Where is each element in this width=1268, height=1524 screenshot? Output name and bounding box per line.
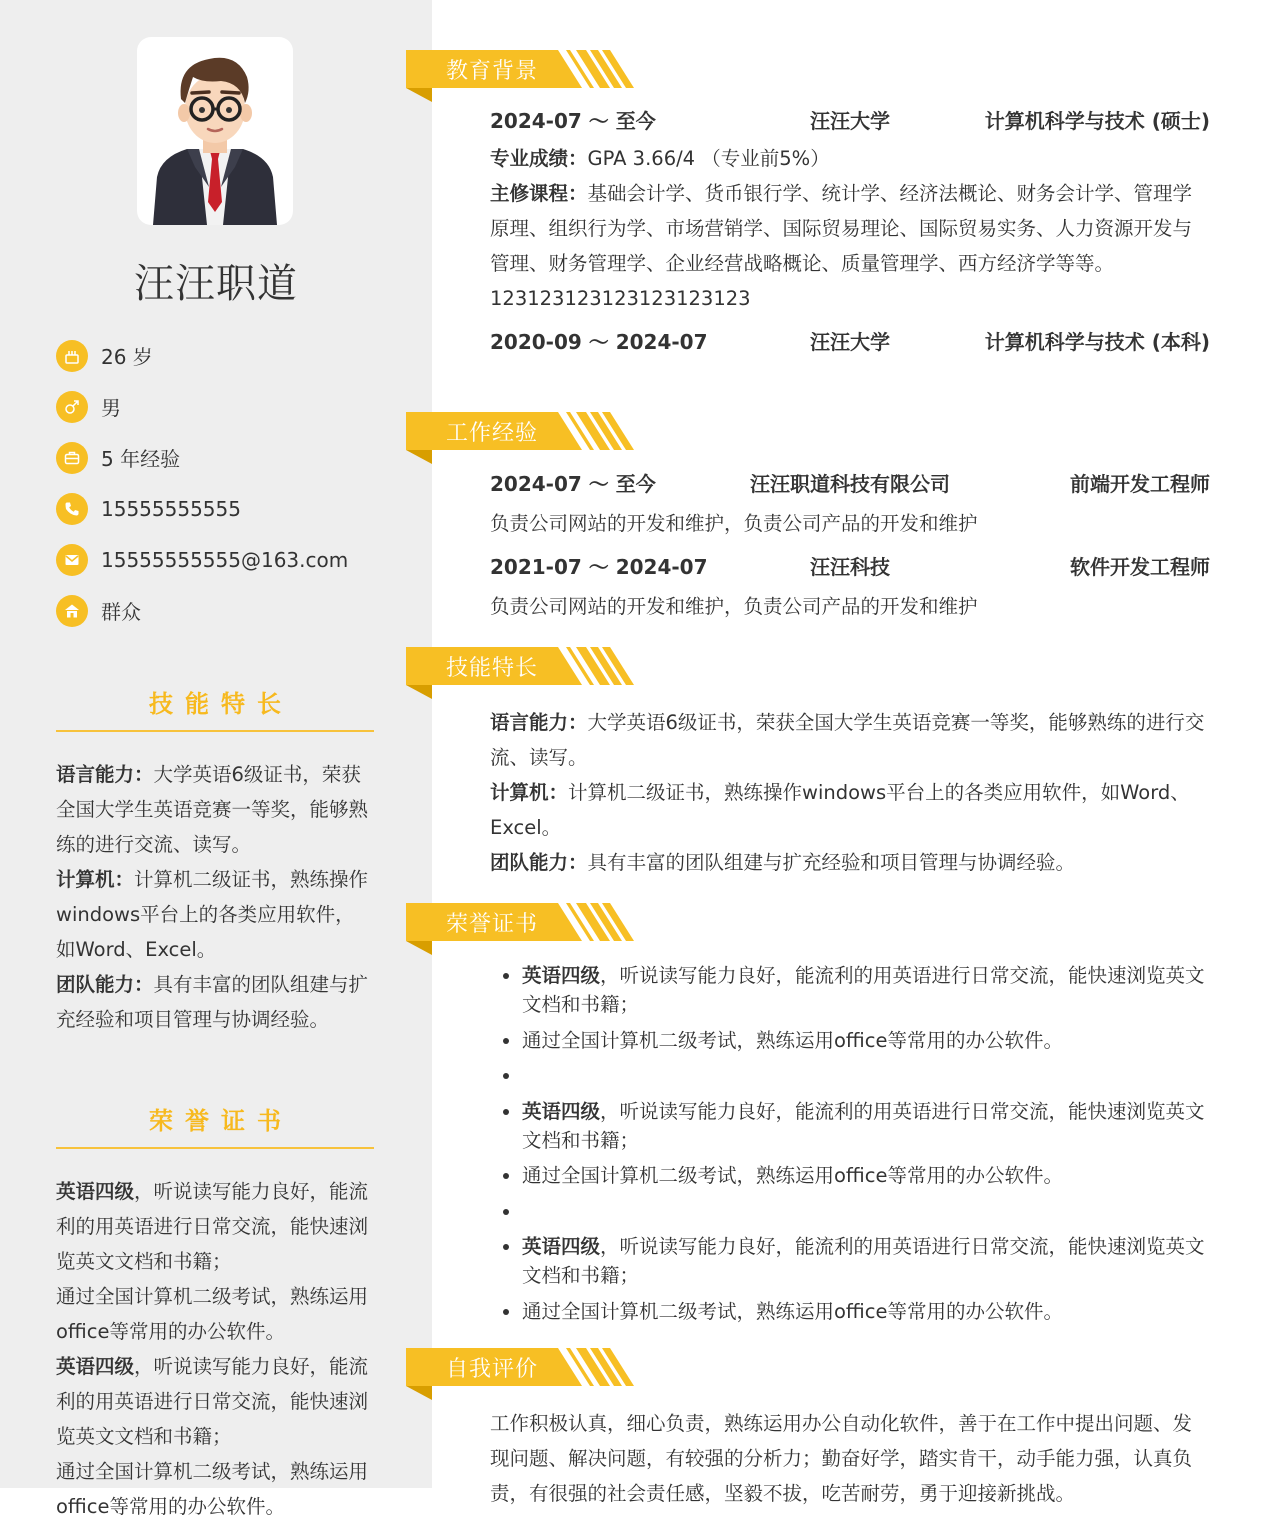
courses-text: 基础会计学、货币银行学、统计学、经济法概论、财务会计学、管理学原理、组织行为学、市场营销学、国际贸易理论、国际贸易实务、人力资源开发与管理、财务管理学、企业经营战略概论、质量管理学、西方经济学等等。 (490, 182, 1193, 275)
honor-text: ，听说读写能力良好，能流利的用英语进行日常交流，能快速浏览英文文档和书籍； (522, 1235, 1205, 1287)
sidebar-skills-divider (56, 730, 374, 732)
honor-text: 通过全国计算机二级考试，熟练运用office等常用的办公软件。 (56, 1460, 369, 1518)
self-eval-text: 工作积极认真，细心负责，熟练运用办公自动化软件，善于在工作中提出问题、发现问题、解决问题，有较强的分析力；勤奋好学，踏实肯干，动手能力强，认真负责，有很强的社会责任感，坚毅不拔，吃苦耐劳，勇于迎接新挑战。 (490, 1412, 1193, 1505)
honor-text: 通过全国计算机二级考试，熟练运用office等常用的办公软件。 (56, 1285, 369, 1343)
sidebar-skill-item (56, 862, 374, 967)
skill-label: 团队能力： (490, 851, 588, 874)
work-company: 汪汪职道科技有限公司 (750, 471, 950, 496)
skill-item (490, 775, 1210, 845)
skill-text: 具有丰富的团队组建与扩充经验和项目管理与协调经验。 (56, 973, 369, 1031)
info-experience (56, 432, 396, 483)
education-note: 123123123123123123123 (490, 287, 751, 310)
avatar-illustration (137, 37, 293, 225)
home-icon (56, 595, 88, 627)
cake-icon (56, 340, 88, 372)
honor-text: ，听说读写能力良好，能流利的用英语进行日常交流，能快速浏览英文文档和书籍； (56, 1180, 369, 1273)
education-period: 2020-09 ～ 2024-07 (490, 329, 708, 354)
sidebar-skill-item (56, 967, 374, 1037)
skills-content (490, 705, 1210, 880)
sidebar-skills-title: 技能特长 (149, 690, 293, 718)
honor-text: 通过全国计算机二级考试，熟练运用office等常用的办公软件。 (522, 1164, 1064, 1187)
work-entry (490, 545, 1210, 585)
info-email (56, 534, 396, 585)
honor-bold: 英语四级 (56, 1180, 135, 1203)
work-desc: 负责公司网站的开发和维护，负责公司产品的开发和维护 (490, 512, 978, 535)
info-list (56, 330, 396, 636)
list-item (522, 1297, 1210, 1326)
sidebar-skills-list (56, 757, 374, 1037)
work-period: 2024-07 ～ 至今 (490, 471, 656, 496)
sidebar-honors-divider (56, 1147, 374, 1149)
skill-text: 大学英语6级证书，荣获全国大学生英语竞赛一等奖，能够熟练的进行交流、读写。 (490, 711, 1205, 769)
work-role: 软件开发工程师 (1070, 554, 1210, 579)
honor-text: ，听说读写能力良好，能流利的用英语进行日常交流，能快速浏览英文文档和书籍； (56, 1355, 369, 1448)
honor-bold: 英语四级 (522, 1235, 601, 1258)
work-entry (490, 462, 1210, 502)
sidebar-skill-item (56, 757, 374, 862)
info-political-text: 群众 (101, 600, 141, 624)
info-age (56, 330, 396, 381)
education-school: 汪汪大学 (810, 108, 890, 133)
sidebar-honor-item (56, 1174, 374, 1279)
male-icon (56, 391, 88, 423)
skill-text: 计算机二级证书，熟练操作windows平台上的各类应用软件，如Word、Excel。 (56, 868, 369, 961)
education-school: 汪汪大学 (810, 329, 890, 354)
honor-text: 通过全国计算机二级考试，熟练运用office等常用的办公软件。 (522, 1299, 1064, 1323)
honors-content (490, 961, 1210, 1332)
section-title: 荣誉证书 (446, 912, 539, 937)
section-title: 技能特长 (446, 656, 539, 681)
section-title: 工作经验 (446, 421, 539, 446)
courses-label: 主修课程： (490, 182, 588, 205)
honor-bold: 英语四级 (522, 1099, 601, 1123)
profile-name: 汪汪职道 (134, 261, 298, 307)
section-title: 教育背景 (446, 59, 539, 84)
work-period: 2021-07 ～ 2024-07 (490, 554, 708, 579)
skill-label: 语言能力： (56, 763, 154, 786)
work-content (490, 462, 1210, 624)
sidebar (0, 0, 432, 1518)
section-header-education (406, 50, 628, 104)
section-header-honors (406, 903, 628, 957)
honors-list (490, 961, 1210, 1326)
skill-label: 语言能力： (490, 711, 588, 734)
section-header-self-eval (406, 1348, 628, 1402)
skill-label: 计算机： (490, 781, 569, 804)
gpa-label: 专业成绩： (490, 147, 588, 170)
education-courses (490, 176, 1210, 281)
honor-bold: 英语四级 (522, 964, 601, 987)
skill-text: 具有丰富的团队组建与扩充经验和项目管理与协调经验。 (587, 851, 1076, 874)
list-item (522, 1161, 1210, 1190)
skill-label: 计算机： (56, 868, 135, 891)
gpa-text: GPA 3.66/4 （专业前5%） (587, 147, 830, 170)
mail-icon (56, 544, 88, 576)
section-header-work (406, 412, 628, 466)
list-item (522, 1197, 1210, 1226)
sidebar-honor-item (56, 1279, 374, 1349)
info-gender-text: 男 (101, 396, 121, 420)
education-period: 2024-07 ～ 至今 (490, 108, 656, 133)
skill-text: 计算机二级证书，熟练操作windows平台上的各类应用软件，如Word、Excel。 (490, 781, 1190, 839)
info-age-text: 26 岁 (101, 345, 153, 369)
honor-text: ，听说读写能力良好，能流利的用英语进行日常交流，能快速浏览英文文档和书籍； (522, 1099, 1205, 1152)
education-content (490, 99, 1210, 360)
sidebar-honors-title: 荣誉证书 (149, 1107, 293, 1135)
phone-icon (56, 493, 88, 525)
main-content (432, 0, 1268, 1505)
education-major: 计算机科学与技术 (硕士) (984, 108, 1210, 133)
self-eval-content (490, 1406, 1210, 1511)
list-item (522, 1061, 1210, 1090)
work-role: 前端开发工程师 (1070, 471, 1210, 496)
skill-label: 团队能力： (56, 973, 154, 996)
info-email-text: 15555555555@163.com (101, 547, 349, 572)
education-gpa (490, 141, 1210, 176)
honor-text: ，听说读写能力良好，能流利的用英语进行日常交流，能快速浏览英文文档和书籍； (522, 964, 1205, 1016)
work-desc: 负责公司网站的开发和维护，负责公司产品的开发和维护 (490, 595, 978, 618)
sidebar-honor-item (56, 1349, 374, 1454)
info-gender (56, 381, 396, 432)
honor-bold: 英语四级 (56, 1355, 135, 1378)
sidebar-honor-item (56, 1454, 374, 1524)
list-item (522, 1097, 1210, 1155)
education-entry (490, 99, 1210, 139)
list-item (522, 1232, 1210, 1290)
info-phone-text: 15555555555 (101, 496, 241, 521)
info-phone (56, 483, 396, 534)
sidebar-honors-list (56, 1174, 374, 1524)
briefcase-icon (56, 442, 88, 474)
education-major: 计算机科学与技术 (本科) (984, 329, 1210, 354)
education-entry (490, 320, 1210, 360)
section-header-skills (406, 647, 628, 701)
section-title: 自我评价 (446, 1357, 539, 1382)
info-experience-text: 5 年经验 (101, 447, 181, 471)
skill-item (490, 845, 1210, 880)
list-item (522, 1026, 1210, 1055)
info-political (56, 585, 396, 636)
skill-item (490, 705, 1210, 775)
avatar (137, 37, 293, 225)
skill-text: 大学英语6级证书，荣获全国大学生英语竞赛一等奖，能够熟练的进行交流、读写。 (56, 763, 369, 856)
list-item (522, 961, 1210, 1019)
honor-text: 通过全国计算机二级考试，熟练运用office等常用的办公软件。 (522, 1028, 1064, 1052)
work-company: 汪汪科技 (810, 554, 890, 579)
